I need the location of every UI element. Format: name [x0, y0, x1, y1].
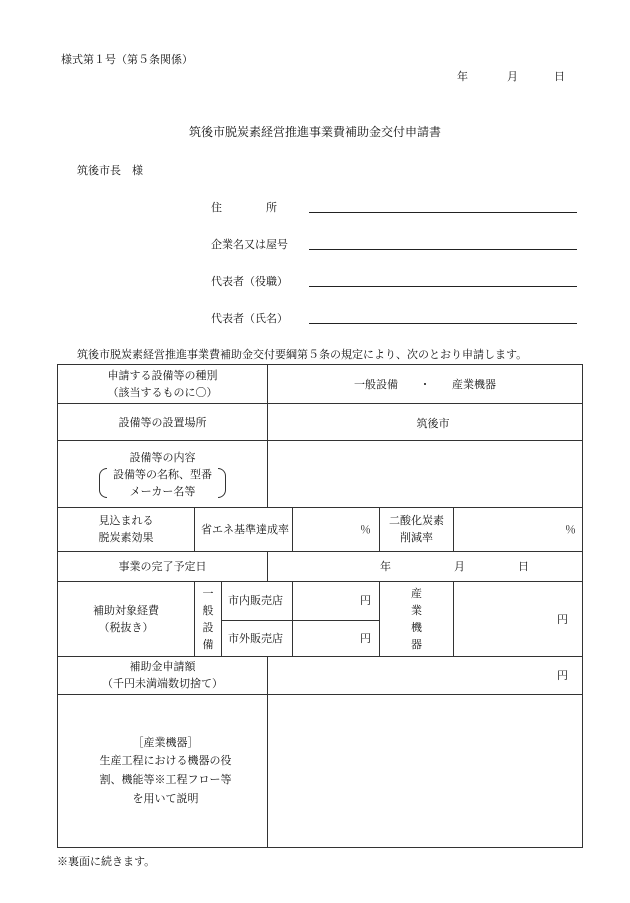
location-field[interactable]: [268, 404, 583, 441]
local-store-amount-field[interactable]: [293, 582, 380, 620]
effect-label: 見込まれる 脱炭素効果: [58, 507, 195, 551]
company-label: 企業名又は屋号: [211, 238, 288, 251]
content-sub-bracket: 設備等の名称、型番 メーカー名等: [99, 466, 226, 500]
industrial-equipment-vertical-label: 産 業 機 器: [380, 582, 454, 656]
content-label: 設備等の内容 設備等の名称、型番 メーカー名等: [58, 441, 268, 507]
industrial-explanation-field[interactable]: [268, 695, 583, 848]
rep-name-label: 代表者（氏名）: [211, 312, 288, 325]
grant-amount-label: 補助金申請額 （千円未満端数切捨て）: [58, 656, 268, 694]
content-field[interactable]: [268, 441, 583, 507]
cost-label: 補助対象経費 （税抜き）: [58, 582, 195, 656]
industrial-amount-field[interactable]: [454, 582, 583, 656]
local-store-label: 市内販売店: [222, 582, 293, 620]
equipment-type-label: 申請する設備等の種別 （該当するものに〇）: [58, 365, 268, 404]
industrial-yen-unit: 円: [557, 612, 569, 626]
row-completion-date: [58, 552, 583, 582]
intro-statement: 筑後市脱炭素経営推進事業費補助金交付要綱第５条の規定により、次のとおり申請します。: [77, 348, 528, 361]
energy-standard-field[interactable]: [293, 507, 380, 551]
general-equipment-vertical-label: 一 般 設 備: [195, 582, 222, 656]
addressee: 筑後市長 様: [77, 164, 143, 177]
application-table: [57, 364, 583, 848]
date-month-label: 月: [507, 70, 518, 83]
completion-label: 事業の完了予定日: [58, 552, 268, 582]
row-content: [58, 441, 583, 507]
rep-role-label: 代表者（役職）: [211, 275, 288, 288]
row-industrial-explanation: [58, 695, 583, 848]
date-day-label: 日: [554, 70, 565, 83]
completion-date-field[interactable]: [268, 552, 583, 582]
equipment-type-options[interactable]: [268, 365, 583, 404]
location-value: 筑後市: [416, 416, 450, 430]
completion-year: 年: [380, 560, 391, 574]
outside-store-label: 市外販売店: [222, 620, 293, 656]
outside-yen-unit: 円: [360, 631, 371, 645]
co2-reduction-field[interactable]: [454, 507, 583, 551]
industrial-explanation-label: ［産業機器］ 生産工程における機器の役 割、機能等※工程フロー等 を用いて説明: [58, 695, 268, 848]
company-field[interactable]: [309, 249, 577, 250]
completion-month: 月: [454, 560, 465, 574]
energy-percent-unit: ％: [360, 522, 371, 536]
grant-yen-unit: 円: [557, 668, 569, 682]
co2-percent-unit: ％: [565, 522, 577, 536]
grant-amount-field[interactable]: [268, 656, 583, 694]
continued-note: ※裏面に続きます。: [57, 855, 156, 868]
energy-standard-label: 省エネ基準達成率: [195, 507, 293, 551]
rep-role-field[interactable]: [309, 286, 577, 287]
row-cost-local: [58, 582, 583, 620]
date-year-label: 年: [457, 70, 468, 83]
option-industrial-equipment[interactable]: 産業機器: [452, 377, 497, 391]
local-yen-unit: 円: [360, 594, 371, 608]
completion-day: 日: [518, 560, 529, 574]
option-general-equipment[interactable]: 一般設備: [354, 377, 399, 391]
address-field[interactable]: [309, 212, 577, 213]
row-equipment-type: [58, 365, 583, 404]
option-separator: ・: [419, 377, 431, 391]
document-title: 筑後市脱炭素経営推進事業費補助金交付申請書: [188, 125, 441, 139]
rep-name-field[interactable]: [309, 323, 577, 324]
row-grant-amount: [58, 656, 583, 694]
row-location: [58, 404, 583, 441]
location-label: 設備等の設置場所: [58, 404, 268, 441]
form-number: 様式第１号（第５条関係）: [61, 53, 193, 66]
outside-store-amount-field[interactable]: [293, 620, 380, 656]
co2-reduction-label: 二酸化炭素 削減率: [380, 507, 454, 551]
address-label: 住 所: [211, 201, 277, 214]
row-effect: [58, 507, 583, 551]
